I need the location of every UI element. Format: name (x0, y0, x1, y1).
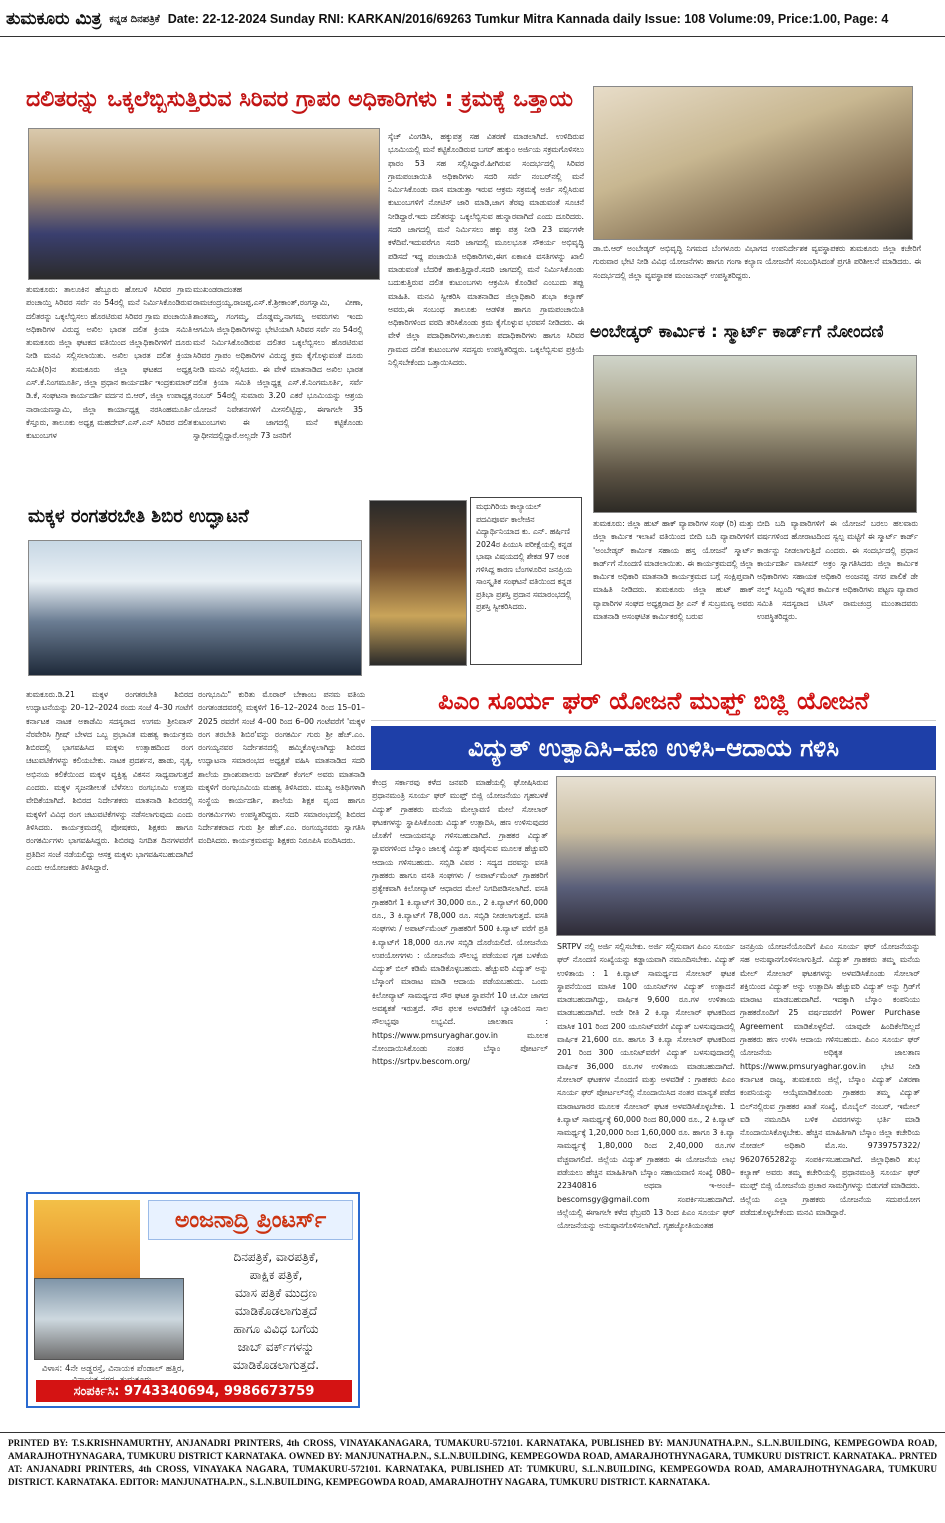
masthead (6, 4, 939, 34)
story1-photo (28, 128, 380, 280)
ad-line: ಮಾಡಿಕೊಡಲಾಗುತ್ತದೆ. (232, 1358, 320, 1372)
story1-headline: ದಲಿತರನ್ನು ಒಕ್ಕಲೆಬ್ಬಿಸುತ್ತಿರುವ ಸಿರಿವರ ಗ್ರಾಪಂ ಅಧಿಕಾರಿಗಳು : ಕ್ರಮಕ್ಕೆ ಒತ್ತಾಯ (26, 84, 582, 116)
story1-col3: ಸ್ಕೆಚ್ ವಿಂಗಡಿಸಿ, ಹಕ್ಕುಪತ್ರ ಸಹ ವಿತರಣೆ ಮಾಡಲಾಗಿದೆ. ಉಳಿದಿರುವ ಭೂಮಿಯಲ್ಲಿ ಮನೆ ಕಟ್ಟಿಕೊಂಡಿರುವ ಬಗರ್ ಹುಕ್ಕುಂ ಅರ್ಜಿಯ ಸಕ್ರಮಗೊಳಿಸಲು ಫಾರಂ 53 ಸಹ ಸಲ್ಲಿಸಿದ್ದಾರೆ.ಹೀಗಿರುವ ಸಂದರ್ಭದಲ್ಲಿ ಸಿರಿವರ ಗ್ರಾಮಪಂಚಾಯಿತಿ ಅಧಿಕಾರಿಗಳು ಸದರಿ ಸರ್ವೆ ನಂಬರ್‌ನಲ್ಲಿ ಮನೆ ನಿರ್ಮಿಸಿಕೊಂಡು ವಾಸ ಮಾಡುತ್ತಾ ಇರುವ ಆಕ್ರಮ ಸಕ್ರಮಕ್ಕೆ ಅರ್ಜಿ ಸಲ್ಲಿಸಿರುವ ಕುಟುಂಬಗಳಿಗೆ ನೋಟಿಸ್ ಜಾರಿ ಮಾಡಿ,ಜಾಗ ತೆರವು ಮಾಡುವಂತೆ ಸೂಚನೆ ನೀಡಿದ್ದಾರೆ.ಇದು ದಲಿತರನ್ನು ಒಕ್ಕಲೆಬ್ಬಿಸುವ ಹುನ್ನಾರವಾಗಿದೆ ಎಂದು ದೂರಿದರು. ಸದರಿ ಜಾಗದಲ್ಲಿ ಮನೆ ನಿರ್ಮಿಸಲು ಹಕ್ಕು ಪತ್ರ ನೀಡಿ 23 ವರ್ಷಗಳೇ ಕಳೆದಿವೆ.ಇದುವರೆಗೂ ಸದರಿ ಜಾಗದಲ್ಲಿ ಮೂಲಭೂತ ಸೌಕರ್ಯ ಅಭಿವೃದ್ಧಿ ಪಡಿಸದೆ ಇದ್ದ ಪಂಚಾಯಿತಿ ಅಧಿಕಾರಿಗಳು,ಈಗ ಏಕಾಏಕಿ ವಸತಿಗಳನ್ನು ಖಾಲಿ ಮಾಡುವಂತೆ ಬೆದರಿಕೆ ಹಾಕುತ್ತಿದ್ದಾರೆ.ಸದರಿ ಜಾಗದಲ್ಲಿ ಮನೆ ನಿರ್ಮಿಸಿಕೊಂಡು ಬದುಕುತ್ತಿರುವ ದಲಿತ ಕುಟುಂಬಗಳು ಆಕ್ರಮಿಸಿ ಕೊಂಡಿವೆ ಎಂಬುದು ತಪ್ಪು ಮಾಹಿತಿ. ಮನವಿ ಸ್ವೀಕರಿಸಿ ಮಾತನಾಡಿದ ಜಿಲ್ಲಾಧಿಕಾರಿ ಶುಭಾ ಕಲ್ಯಾಣ್ ಅವರು,ಈ ಸಂಬಂಧ ತಾಲೂಕು ಆಡಳಿತ ಹಾಗೂ ಗ್ರಾಮಪಂಚಾಯಿತಿ ಅಧಿಕಾರಿಗಳಿಂದ ವರದಿ ತರಿಸಿಕೊಂಡು ಕ್ರಮ ಕೈಗೊಳ್ಳುವ ಭರವಸೆ ನೀಡಿದರು. ಈ ವೇಳೆ ಜಿಲ್ಲಾ ಪದಾಧಿಕಾರಿಗಳು,ತಾಲೂಕು ಪದಾಧಿಕಾರಿಗಳು ಹಾಗೂ ಸಿರಿವರ ಗ್ರಾಮದ ದಲಿತ ಕುಟುಂಬಗಳ ಸದಸ್ಯರು ಉಪಸ್ಥಿತರಿದ್ದರು. ಒಕ್ಕಲೆಬ್ಬಿಸುವ ಪ್ರಕ್ರಿಯೆ ನಿಲ್ಲಿಸಬೇಕೆಂದು ಒತ್ತಾಯಿಸಿದರು. (388, 132, 584, 368)
story4-photo (556, 776, 936, 936)
story4-subbanner: ವಿದ್ಯುತ್ ಉತ್ಪಾದಿಸಿ–ಹಣ ಉಳಿಸಿ–ಆದಾಯ ಗಳಿಸಿ (371, 726, 936, 770)
award-photo (369, 500, 467, 666)
ad-phone: ಸಂಪರ್ಕಿಸಿ: 9743340694, 9986673759 (36, 1380, 352, 1402)
ad-line: ಹಾಗೂ ವಿವಿಧ ಬಗೆಯ (233, 1322, 319, 1336)
printers-advertisement (26, 1192, 360, 1408)
story2-photo (593, 355, 917, 513)
story1-col1: ತುಮಕೂರು: ತಾಲೂಕಿನ ಹೆಬ್ಬೂರು ಹೋಬಳಿ ಸಿರಿವರ ಗ್ರಾಮ ಪಂಚಾಯ್ತಿ ಸಿರಿವರ ಸರ್ವೆ ನಂ 54ರಲ್ಲಿ ಮನೆ ನಿರ್ಮಿಸಿಕೊಂಡಿರುವ ದಲಿತರನ್ನು ಒಕ್ಕಲೆಬ್ಬಿಸಲು ಹೊರಟಿರುವ ಸಿರಿವರ ಗ್ರಾಮ ಪಂಚಾಯಿತಿ ಅಧಿಕಾರಿಗಳ ವಿರುದ್ಧ ಅಖಿಲ ಭಾರತ ದಲಿತ ಕ್ರಿಯಾ ಸಮಿತಿ ತುಮಕೂರು ಜಿಲ್ಲಾ ಘಟಕದ ವತಿಯಿಂದ ಜಿಲ್ಲಾಧಿಕಾರಿಗಳಿಗೆ ದೂರು ನೀಡಿ ಮನವಿ ಸಲ್ಲಿಸಲಾಯಿತು. ಅಖಿಲ ಭಾರತ ದಲಿತ ಕ್ರಿಯಾ ಸಮಿತಿ(ರಿ)ನ ತುಮಕೂರು ಜಿಲ್ಲಾ ಘಟಕದ ಅಧ್ಯಕ್ಷ ಎಸ್.ಕೆ.ನಿಂಗಮೂರ್ತಿ, ಜಿಲ್ಲಾ ಪ್ರಧಾನ ಕಾರ್ಯದರ್ಶಿ ಇಂದ್ರಕುಮಾರ್ ಡಿ.ಕೆ, ಸಂಘಟನಾ ಕಾರ್ಯದರ್ಶಿ ವರ್ದನ ಬಿ.ಆರ್, ಜಿಲ್ಲಾ ಉಪಾಧ್ಯಕ್ಷ ನಾರಾಯಣಸ್ವಾಮಿ, ಜಿಲ್ಲಾ ಕಾರ್ಯಾಧ್ಯಕ್ಷ ನರಸಿಂಹಮೂರ್ತಿ ಕೆಸ್ತೂರು, ತಾಲೂಕು ಅಧ್ಯಕ್ಷ ಮಹದೇವ್.ಎಸ್.ಎನ್ ಸಿರಿವರ ದಲಿತ ಕುಟುಂಬಗಳ (26, 285, 192, 441)
newspaper-tagline: ಕನ್ನಡ ದಿನಪತ್ರಿಕೆ (109, 13, 160, 25)
ad-line: ಮಾಡಿಕೊಡಲಾಗುತ್ತದೆ (234, 1304, 318, 1318)
story4-col3: ಜನಪ್ರಿಯ ಯೋಜನೆಯೊಂದಿಗೆ ಪಿಎಂ ಸೂರ್ಯ ಘರ್ ಯೋಜನೆಯನ್ನು ಸಹ ಅನುಷ್ಠಾನಗೊಳಿಸಲಾಗುತ್ತಿದೆ. ವಿದ್ಯುತ್ ಗ್ರಾಹಕರು ತಮ್ಮ ಮನೆಯ ಮೇಲ್ ಸೋಲಾರ್ ಘಟಕಗಳನ್ನು ಅಳವಡಿಸಿಕೊಂಡು ಸೋಲಾರ್ ಶಕ್ತಿಯಿಂದ ವಿದ್ಯುತ್ ಅನ್ನು ಉತ್ಪಾದಿಸಿ ಹೆಚ್ಚುವರಿ ವಿದ್ಯುತ್ ಅನ್ನು ಗ್ರಿಡ್‌ಗೆ ಮಾರಾಟ ಮಾಡಬಹುದಾಗಿದೆ. ಇದಕ್ಕಾಗಿ ಬೆಸ್ಕಾಂ ಕಂಪನಿಯು ಗ್ರಾಹಕರೊಂದಿಗೆ 25 ವರ್ಷದವರೆಗೆ Power Purchase Agreement ಮಾಡಿಕೊಳ್ಳಲಿದೆ. ಯಾವುದೇ ಹಿಂದಿಕೆಲೆದಿಲ್ಲದೆ ಗ್ರಾಹಕರು ಹಣ ಉಳಿಸಿ ಆದಾಯ ಗಳಿಸಬಹುದು. ಪಿಎಂ ಸೂರ್ಯ ಘರ್ ಯೋಜನೆಯ ಅಧಿಕೃತ ಜಾಲತಾಣ https://www.pmsuryaghar.gov.in ಭೇಟಿ ನೀಡಿ ಕರ್ನಾಟಕ ರಾಜ್ಯ, ತುಮಕೂರು ಜಿಲ್ಲೆ, ಬೆಸ್ಕಾಂ ವಿದ್ಯುತ್ ವಿತರಣಾ ಕಂಪನಿಯನ್ನು ಆಯ್ಕೆಮಾಡಿಕೊಂಡು ಗ್ರಾಹಕರು ತಮ್ಮ ವಿದ್ಯುತ್ ಬಿಲ್‌ನಲ್ಲಿರುವ ಗ್ರಾಹಕರ ಖಾತೆ ಸಂಖ್ಯೆ, ಮೊಬೈಲ್ ನಂಬರ್, ಇಮೇಲ್ ಐಡಿ ನಮೂದಿಸಿ ಬಳಿಕ ವಿವರಗಳನ್ನು ಭರ್ತಿ ಮಾಡಿ ನೊಂದಾಯಿಸಿಕೊಳ್ಳಬೇಕು. ಹೆಚ್ಚಿನ ಮಾಹಿತಿಗಾಗಿ ಬೆಸ್ಕಾಂ ಜಿಲ್ಲಾ ಕಚೇರಿಯ ನೋಡಲ್ ಅಧಿಕಾರಿ ಮೊ.ಸಂ. 9739757322/ 9620765282ನ್ನು ಸಂಪರ್ಕಿಸಬಹುದಾಗಿದೆ. ಜಿಲ್ಲಾಧಿಕಾರಿ ಶುಭ ಕಲ್ಯಾಣ್ ಅವರು ತಮ್ಮ ಕಚೇರಿಯಲ್ಲಿ ಪ್ರಧಾನಮಂತ್ರಿ ಸೂರ್ಯ ಘರ್ ಮುಫ್ತ್ ಬಿಜ್ಲಿ ಯೋಜನೆಯ ಪ್ರಚಾರ ಸಾಮಗ್ರಿಗಳನ್ನು ಬಿಡುಗಡೆ ಮಾಡಿದರು. ಜಿಲ್ಲೆಯ ಎಲ್ಲಾ ಗ್ರಾಹಕರು ಯೋಜನೆಯ ಸದುಪಯೋಗ ಪಡೆದುಕೊಳ್ಳಬೇಕೆಂದು ಮನವಿ ಮಾಡಿದ್ದಾರೆ. (740, 942, 920, 1217)
story4-col2: SRTPV ನಲ್ಲಿ ಅರ್ಜಿ ಸಲ್ಲಿಸಬೇಕು. ಅರ್ಜಿ ಸಲ್ಲಿಸುವಾಗ ಪಿಎಂ ಸೂರ್ಯ ಘರ್ ನೊಂದಣಿ ಸಂಖ್ಯೆಯನ್ನು ಕಡ್ಡಾಯವಾಗಿ ನಮೂದಿಸಬೇಕು. ವಿದ್ಯುತ್ ಉಳಿತಾಯ : 1 ಕಿ.ವ್ಯಾಟ್ ಸಾಮರ್ಥ್ಯದ ಸೋಲಾರ್ ಘಟಕ ಸ್ಥಾಪನೆಯಿಂದ ಮಾಸಿಕ 100 ಯೂನಿಟ್‌ಗಳ ವಿದ್ಯುತ್ ಉತ್ಪಾದನೆ ಮಾಡಬಹುದಾಗಿದ್ದು, ವಾರ್ಷಿಕ 9,600 ರೂ.ಗಳ ಉಳಿತಾಯ ಮಾಡಬಹುದಾಗಿದೆ. ಅದೇ ರೀತಿ 2 ಕಿ.ವ್ಯಾ ಸೋಲಾರ್ ಘಟಕದಿಂದ ಮಾಸಿಕ 101 ರಿಂದ 200 ಯೂನಿಟ್‌ವರೆಗೆ ವಿದ್ಯುತ್ ಬಳಸುವುದಾದಲ್ಲಿ ವಾರ್ಷಿಕ 21,600 ರೂ. ಹಾಗೂ 3 ಕಿ.ವ್ಯಾ ಸೋಲಾರ್ ಘಟಕದಿಂದ 201 ರಿಂದ 300 ಯೂನಿಟ್‌ವರೆಗೆ ವಿದ್ಯುತ್ ಬಳಸುವುದಾದಲ್ಲಿ ವಾರ್ಷಿಕ 36,000 ರೂ.ಗಳ ಉಳಿತಾಯ ಮಾಡಬಹುದಾಗಿದೆ. ಸೋಲಾರ್ ಘಟಕಗಳ ನೊಂದಣಿ ಮತ್ತು ಅಳವಡಿಕೆ : ಗ್ರಾಹಕರು ಪಿಎಂ ಸೂರ್ಯ ಘರ್ ಪೋರ್ಟಲ್‌ನಲ್ಲಿ ನೊಂದಾಯಿಸಿದ ನಂತರ ಮಾನ್ಯತೆ ಪಡೆದ ಮಾರಾಟಗಾರರ ಮೂಲಕ ಸೋಲಾರ್ ಘಟಕ ಅಳವಡಿಸಿಕೊಳ್ಳಬೇಕು. 1 ಕಿ.ವ್ಯಾಟ್ ಸಾಮರ್ಥ್ಯಕ್ಕೆ 60,000 ರಿಂದ 80,000 ರೂ., 2 ಕಿ.ವ್ಯಾಟ್ ಸಾಮರ್ಥ್ಯಕ್ಕೆ 1,20,000 ರಿಂದ 1,60,000 ರೂ. ಹಾಗೂ 3 ಕಿ.ವ್ಯಾ ಸಾಮರ್ಥ್ಯಕ್ಕೆ 1,80,000 ರಿಂದ 2,40,000 ರೂ.ಗಳ ವೆಚ್ಚವಾಗಲಿದೆ. ಜಿಲ್ಲೆಯ ವಿದ್ಯುತ್ ಗ್ರಾಹಕರು ಈ ಯೋಜನೆಯ ಲಾಭ ಪಡೆಯಲು ಹೆಚ್ಚಿನ ಮಾಹಿತಿಗಾಗಿ ಬೆಸ್ಕಾಂ ಸಹಾಯವಾಣಿ ಸಂಖ್ಯೆ 080–22340816 ಅಥವಾ ಇ-ಅಂಚೆ– bescomsgy@gmail.com ಸಂಪರ್ಕಿಸಬಹುದಾಗಿದೆ. ಜಿಲ್ಲೆಯಲ್ಲಿ ಈಗಾಗಲೇ ಕಳೆದ ಫೆಬ್ರವರಿ 13 ರಿಂದ ಪಿಎಂ ಸೂರ್ಯ ಘರ್ ಯೋಜನೆಯನ್ನು ಅನುಷ್ಠಾನಗೊಳಿಸಲಾಗಿದೆ. ಗೃಹಜ್ಯೋತಿಯಂತಹ (557, 942, 735, 1231)
story2-col2: ಬೀದಿ ಬದಿ ವ್ಯಾಪಾರಿಗಳಿಗೆ ಈ ಯೋಜನೆ ಬರಲು ಹಲವಾರು ವರ್ಷಗಳಿಂದ ಹೋರಾಟದಿಂದ ಸ್ವಲ್ಪ ಮಟ್ಟಿಗೆ ಈ ಸ್ಮಾರ್ಟ್ ಕಾರ್ಡ್ ಕಾರ್ಡನ್ನು ನೀಡಲಾಗುತ್ತಿದೆ ಎಂದರು. ಈ ಸಂದರ್ಭದಲ್ಲಿ ಪ್ರಧಾನ ಕಾರ್ಯದರ್ಶಿ ವಾಸೀಮ್ ಅಕ್ರಂ ಸ್ವಾಗತಿಸಿದರು ಜಿಲ್ಲಾ ಕಾರ್ಮಿಕ ಅಧಿಕಾರಿಗಳು ಸಹಾಯಕ ಅಧಿಕಾರಿ ಅಂಜನಪ್ಪ ನಗರ ಪಾಲಿಕೆ ಡೇ ನಲ್ಮ್ ಸಿಬ್ಬಂದಿ ಇನ್ನಿತರ ಕಾರ್ಮಿಕ ಅಧಿಕಾರಿಗಳು ಪಟ್ಟಣ ವ್ಯಾಪಾರ ಸಮಿತಿ ಸದಸ್ಯರಾದ ಟಿಸಿಸ್ ರಾಮಚಂದ್ರ ಮುಂತಾದವರು ಉಪಸ್ಥಿತರಿದ್ದರು. (757, 519, 918, 622)
story3-photo (28, 540, 362, 676)
story2-headline: ಅಂಬೇಡ್ಕರ್ ಕಾರ್ಮಿಕ : ಸ್ಮಾರ್ಟ್ ಕಾರ್ಡ್‌ಗೆ ನೋಂದಣಿ (590, 316, 918, 348)
masthead-rule (0, 36, 945, 37)
story3-col2: ರಂಗಭೂಮಿ" ಕುರಿತು ಮೊರಾರ್ ಬೇಕಾಂಬ ಪನಮ ವತಿಯ ರಂಗತಂಡದವರಲ್ಲಿ ಮಕ್ಕಳಿಗೆ 16–12–2024 ರಿಂದ 15–01–2025 ರವರೆಗೆ ಸಂಜೆ 4–00 ರಿಂದ 6–00 ಗಂಟೆವರೆಗೆ 'ಮಕ್ಕಳ ರಂಗ ತರಬೇತಿ ಶಿಬಿರ'ವನ್ನು ರಂಗಕರ್ಮಿ ಗುರು ಶ್ರೀ ಹೆಚ್.ಎಂ. ರಂಗಯ್ಯನವರ ನಿರ್ದೇಶನದಲ್ಲಿ ಹಮ್ಮಿಕೊಳ್ಳಲಾಗಿದ್ದು ಶಿಬಿರದ ಉದ್ಘಾಟನಾ ಸಮಾರಂಭದ ಅಧ್ಯಕ್ಷತೆ ವಹಿಸಿ ಮಾತನಾಡಿದ ಸದರಿ ಶಾಲೆಯ ಪ್ರಾಂಶುಪಾಲರು ಜಗದೀಶ್ ಕೆಂಗಲ್ ಅವರು ಮಾತನಾಡಿ ಮಕ್ಕಳಿಗೆ ರಂಗಭೂಮಿಯ ಮಹತ್ವ ತಿಳಿಸಿದರು. ಮುಖ್ಯ ಅತಿಥಿಗಳಾಗಿ ಸಂಸ್ಥೆಯ ಕಾರ್ಯದರ್ಶಿ, ಶಾಲೆಯ ಶಿಕ್ಷಕ ವೃಂದ ಹಾಗೂ ರಂಗಕರ್ಮಿಗಳು ಉಪಸ್ಥಿತರಿದ್ದರು. ಸದರಿ ಸಮಾರಂಭದಲ್ಲಿ ಶಿಬಿರದ ನಿರ್ದೇಶಕರಾದ ಗುರು ಶ್ರೀ ಹೆಚ್.ಎಂ. ರಂಗಯ್ಯನವರು ಸ್ವಾಗತಿಸಿ ವಂದಿಸಿದರು. ಕಾರ್ಯಕ್ರಮವನ್ನು ಶಿಕ್ಷಕರು ನಿರೂಪಿಸಿ ವಂದಿಸಿದರು. (198, 690, 365, 846)
meeting-photo (593, 86, 913, 240)
award-caption: ಮಧುಗಿರಿಯ ಕಾಲ್ಯಾಯಲ್ ಪದವಿಪೂರ್ವ ಕಾಲೇಜಿನ ವಿದ್ಯಾರ್ಥಿನಿಯಾದ ಕು. ಎನ್. ಹರ್ಷಿಣಿ 2024ರ ಪಿಯುಸಿ ಪರೀಕ್ಷೆಯಲ್ಲಿ ಕನ್ನಡ ಭಾಷಾ ವಿಷಯದಲ್ಲಿ ಶೇಕಡ 97 ಅಂಕ ಗಳಿಸಿದ್ದ ಕಾರಣ ಬೆಂಗಳೂರಿನ ಜನಪ್ರಿಯ ಸಾಂಸ್ಕೃತಿಕ ಸಂಘಟನೆ ವತಿಯಿಂದ ಕನ್ನಡ ಪ್ರತಿಭಾ ಪ್ರಶಸ್ತಿ ಪ್ರದಾನ ಸಮಾರಂಭದಲ್ಲಿ ಪ್ರಶಸ್ತಿ ಸ್ವೀಕರಿಸಿದರು. (470, 497, 582, 665)
ad-address: ವಿಳಾಸ: 4ನೇ ಅಡ್ಡರಸ್ತೆ, ವಿನಾಯಕ ಪೆಂಡಾಲ್ ಹತ್ತಿರ, (41, 1364, 185, 1374)
story3-headline: ಮಕ್ಕಳ ರಂಗತರಬೇತಿ ಶಿಬಿರ ಉದ್ಘಾಟನೆ (28, 500, 358, 534)
issue-meta: Date: 22-12-2024 Sunday RNI: KARKAN/2016/69263 Tumkur Mitra Kannada daily Issue: 108 Volume:09, Price:1.00, Page: 4 (167, 12, 889, 26)
story1-col2: ಮುಖಂಡರಾದಂತಹ ರಾಮಚಂದ್ರಯ್ಯ,ರಾಜಪ್ಪ,ಎಸ್.ಕೆ.ಶ್ರೀಕಾಂತ್,ರಂಗಸ್ವಾಮಿ, ವೀಣಾ, ಶಾಂತಮ್ಮ, ಗಂಗಮ್ಮ, ದೊಡ್ಡಮ್ಮ,ನಾಗಮ್ಮ ಅವರುಗಳು ಇಂದು ಆಗಮಿಸಿ ಜಿಲ್ಲಾಧಿಕಾರಿಗಳನ್ನು ಭೇಟಿಯಾಗಿ ಸಿರಿವರ ಸರ್ವೆ ನಂ 54ರಲ್ಲಿ ಮನೆ ನಿರ್ಮಿಸಿಕೊಂಡಿರುವ ದಲಿತರ ಒಕ್ಕಲೆಬ್ಬಿಸಲು ಹೊರಟಿರುವ ಸಿರಿವರ ಗ್ರಾಪಂ ಅಧಿಕಾರಿಗಳ ವಿರುದ್ಧ ಕ್ರಮ ಕೈಗೊಳ್ಳುವಂತೆ ದೂರು ನೀಡಿ ಮನವಿ ಸಲ್ಲಿಸಿದರು. ಈ ವೇಳೆ ಮಾತನಾಡಿದ ಅಖಿಲ ಭಾರತ ದಲಿತ ಕ್ರಿಯಾ ಸಮಿತಿ ಜಿಲ್ಲಾಧ್ಯಕ್ಷ ಎಸ್.ಕೆ.ನಿಂಗಮೂರ್ತಿ, ಸರ್ವೆ ನಂಬರ್ 54ರಲ್ಲಿ ಸುಮಾರು 3.20 ಎಕರೆ ಭೂಮಿಯನ್ನು ಆಶ್ರಯ ಯೋಜನೆ ನಿವೇಶನಗಳಿಗೆ ಮೀಸಲಿಟ್ಟಿದ್ದು, ಈಗಾಗಲೇ 35 ಕುಟುಂಬಗಳು ಈ ಜಾಗದಲ್ಲಿ ಮನೆ ಕಟ್ಟಿಕೊಂಡು ಸ್ವಾಧೀನದಲ್ಲಿದ್ದಾರೆ.ಅಲ್ಲದೇ 73 ಜನರಿಗೆ (193, 285, 363, 441)
story2-col1: ತುಮಕೂರು: ಜಿಲ್ಲಾ ಹುಟ್ ಹಾಕ್ ವ್ಯಾಪಾರಿಗಳ ಸಂಘ (ರಿ) ಮತ್ತು ಜಿಲ್ಲಾ ಕಾರ್ಮಿಕ ಇಲಾಖೆ ವತಿಯಿಂದ ಬೀದಿ ಬದಿ ವ್ಯಾಪಾರಿಗಳಿಗೆ 'ಅಂಬೇಡ್ಕರ್ ಕಾರ್ಮಿಕ ಸಹಾಯ ಹಸ್ತ ಯೋಜನೆ' ಸ್ಮಾರ್ಟ್ ಕಾರ್ಡ್‌ಗೆ ನೊಂದಣಿ ಮಾಡಲಾಯಿತು. ಈ ಕಾರ್ಯಕ್ರಮದಲ್ಲಿ ಜಿಲ್ಲಾ ಕಾರ್ಮಿಕ ಅಧಿಕಾರಿ ಮಾತನಾಡಿ ಕಾರ್ಯಕ್ರಮದ ಬಗ್ಗೆ ಸಂಕ್ಷಿಪ್ತವಾಗಿ ಮಾಹಿತಿ ನೀಡಿದರು. ತುಮಕೂರು ಜಿಲ್ಲಾ ಹುಟ್ ಹಾಕ್ ವ್ಯಾಪಾರಿಗಳ ಸಂಘದ ಅಧ್ಯಕ್ಷರಾದ ಶ್ರೀ ಎನ್ ಕೆ ಸುಬ್ರಮಣ್ಯ ಅವರು ಮಾತನಾಡಿ ಅಸಂಘಟಿತ ಕಾರ್ಮಿಕರಲ್ಲಿ ಬರುವ (593, 519, 754, 622)
ad-title: ಅಂಜನಾದ್ರಿ ಪ್ರಿಂಟರ್ಸ್ (148, 1200, 353, 1240)
story4-banner: ಪಿಎಂ ಸೂರ್ಯ ಘರ್ ಯೋಜನೆ ಮುಫ್ತ್ ಬಿಜ್ಲಿ ಯೋಜನೆ (371, 682, 936, 721)
footer-rule (0, 1432, 945, 1433)
meeting-photo-caption: ಡಾ.ಬಿ.ಆರ್ ಅಂಬೇಡ್ಕರ್ ಅಭಿವೃದ್ಧಿ ನಿಗಮದ ಬೆಂಗಳೂರು ವಿಭಾಗದ ಉಪನಿರ್ದೇಶಕ ವ್ಯವಸ್ಥಾಪಕರು ತುಮಕೂರು ಜಿಲ್ಲಾ ಕಚೇರಿಗೆ ಗುರುವಾರ ಭೇಟಿ ನೀಡಿ ವಿವಿಧ ಯೋಜನೆಗಳು ಹಾಗೂ ಗಂಗಾ ಕಲ್ಯಾಣ ಯೋಜನೆಗೆ ಸಂಬಂಧಿಸಿದಂತೆ ಪ್ರಗತಿ ಪರಿಶೀಲನೆ ಮಾಡಿದರು. ಈ ಸಂದರ್ಭದಲ್ಲಿ ಜಿಲ್ಲಾ ವ್ಯವಸ್ಥಾಪಕ ಮಂಜುನಾಥ್ ಉಪಸ್ಥಿತರಿದ್ದರು. (593, 244, 921, 280)
ad-line: ಪಾಕ್ಷಿಕ ಪತ್ರಿಕೆ, (249, 1268, 303, 1282)
ad-line: ಮಾಸ ಪತ್ರಿಕೆ ಮುದ್ರಣ (234, 1286, 318, 1300)
ad-services-list (196, 1248, 356, 1374)
ad-line: ದಿನಪತ್ರಿಕೆ, ವಾರಪತ್ರಿಕೆ, (233, 1250, 319, 1264)
imprint-footer: PRINTED BY: T.S.KRISHNAMURTHY, ANJANADRI PRINTERS, 4th CROSS, VINAYAKANAGARA, TUMAKURU-572101. KARNATAKA, PUBLISHED BY: MANJUNATHA.P.N., S.L.N.BUILDING, KEMPEGOWDA ROAD, AMARAJHOTHYNAGARA, TUMKURU DISTRICT KARNATAKA. OWNED BY: MANJUNATHA.P.N., S.L.N.BUILDING, KEMPEGOWDA ROAD, AMARAJHOTHYNAGARA, TUMKURU DISTRICT. KARNATAKA.. PRNTED AT: ANJANADRI PRINTERS, 4th CROSS, VINAYAKA NAGARA, TUMAKURU-572101. KARNATAKA, PUBLISHED AT: TUMKURU, S.L.N.BUILDING, KEMPEGOWDA ROAD, AMARAJHOTHYNAGARA, TUMKURU DISTRICT. KARNATAKA. EDITOR: MANJUNATHA.P.N., S.L.N.BUILDING, KEMPEGOWDA ROAD, AMARAJHOTHY NAGARA, TUMKURU DISTRICT. KARNATAKA. (8, 1438, 937, 1487)
story4-col1: ಕೇಂದ್ರ ಸರ್ಕಾರವು ಕಳೆದ ಜನವರಿ ಮಾಹೆಯಲ್ಲಿ ಘೋಷಿಸಿರುವ ಪ್ರಧಾನಮಂತ್ರಿ ಸೂರ್ಯ ಘರ್ ಮುಫ್ತ್ ಬಿಜ್ಲಿ ಯೋಜನೆಯು ಗೃಹಬಳಕೆ ವಿದ್ಯುತ್ ಗ್ರಾಹಕರು ಮನೆಯ ಮೇಲ್ಛಾವಣಿ ಮೇಲೆ ಸೋಲಾರ್ ಘಟಕಗಳನ್ನು ಸ್ಥಾಪಿಸಿಕೊಂಡು ವಿದ್ಯುತ್ ಉತ್ಪಾದಿಸಿ, ಹಣ ಉಳಿಸುವುದರ ಜೊತೆಗೆ ಆದಾಯವನ್ನೂ ಗಳಿಸಬಹುದಾಗಿದೆ. ಗ್ರಾಹಕರ ವಿದ್ಯುತ್ ಸ್ಥಾವರಗಳಿಂದ ಬೆಸ್ಕಾಂ ಜಾಲಕ್ಕೆ ವಿದ್ಯುತ್ ಪೂರೈಸುವ ಮೂಲಕ ಹೆಚ್ಚುವರಿ ಆದಾಯ ಗಳಿಸಬಹುದು. ಸಬ್ಸಿಡಿ ವಿವರ : ಸದ್ಯದ ದರವನ್ನು ವಸತಿ ಗ್ರಾಹಕರು ಹಾಗೂ ವಸತಿ ಸಂಘಗಳು / ಅಪಾರ್ಟ್‌ಮೆಂಟ್ ಗ್ರಾಹಕರಿಗೆ ಪ್ರತ್ಯೇಕವಾಗಿ ಕಿಲೋವ್ಯಾಟ್ ಆಧಾರದ ಮೇಲೆ ನಿಗದಿಪಡಿಸಲಾಗಿದೆ. ವಸತಿ ಗ್ರಾಹಕರಿಗೆ 1 ಕಿ.ವ್ಯಾಟ್‌ಗೆ 30,000 ರೂ., 2 ಕಿ.ವ್ಯಾಟ್‌ಗೆ 60,000 ರೂ., 3 ಕಿ.ವ್ಯಾಟ್‌ಗೆ 78,000 ರೂ. ಸಬ್ಸಿಡಿ ನೀಡಲಾಗುತ್ತದೆ. ವಸತಿ ಸಂಘಗಳು / ಅಪಾರ್ಟ್‌ಮೆಂಟ್ ಗ್ರಾಹಕರಿಗೆ 500 ಕಿ.ವ್ಯಾಟ್ ವರೆಗೆ ಪ್ರತಿ ಕಿ.ವ್ಯಾಟ್‌ಗೆ 18,000 ರೂ.ಗಳ ಸಬ್ಸಿಡಿ ದೊರೆಯಲಿದೆ. ಯೋಜನೆಯ ಉಪಯೋಗಗಳು : ಯೋಜನೆಯ ಸೌಲಭ್ಯ ಪಡೆಯುವ ಗೃಹ ಬಳಕೆಯ ವಿದ್ಯುತ್ ಬಿಲ್ ಕಡಿಮೆ ಮಾಡಿಕೊಳ್ಳಬಹುದು. ಹೆಚ್ಚುವರಿ ವಿದ್ಯುತ್ ಅನ್ನು ಬೆಸ್ಕಾಂಗೆ ಮಾರಾಟ ಮಾಡಿ ಆದಾಯ ಪಡೆಯಬಹುದು. ಒಂದು ಕಿಲೋವ್ಯಾಟ್ ಸಾಮರ್ಥ್ಯದ ಸೌರ ಘಟಕ ಸ್ಥಾಪನೆಗೆ 10 ಚ.ಮೀ ಜಾಗದ ಅವಶ್ಯಕತೆ ಇರುತ್ತದೆ. ಸೌರ ಫಲಕ ಅಳವಡಿಕೆಗೆ ಬ್ಯಾಂಕಿನಿಂದ ಸಾಲ ಸೌಲಭ್ಯವೂ ಲಭ್ಯವಿದೆ. ಜಾಲತಾಣ : https://www.pmsuryaghar.gov.in ಮೂಲಕ ನೋಂದಾಯಿಸಿಕೊಂಡು ನಂತರ ಬೆಸ್ಕಾಂ ಪೋರ್ಟಲ್ https://srtpv.bescom.org/ (372, 778, 548, 1067)
shop-front-image (34, 1278, 184, 1360)
newspaper-logo: ತುಮಕೂರು ಮಿತ್ರ (6, 9, 102, 29)
ad-line: ಜಾಬ್ ವರ್ಕ್‌ಗಳನ್ನು (237, 1340, 315, 1354)
story3-col1: ತುಮಕೂರು.ಡಿ.21 ಮಕ್ಕಳ ರಂಗತರಬೇತಿ ಶಿಬಿರದ ಉದ್ಘಾಟನೆಯನ್ನು 20–12–2024 ರಂದು ಸಂಜೆ 4–30 ಗಂಟೆಗೆ ಕರ್ನಾಟಕ ನಾಟಕ ಅಕಾಡೆಮಿ ಸದಸ್ಯರಾದ ಉಗಮ ಶ್ರೀನಿವಾಸ್ ನೆರವೇರಿಸಿ ಗ್ರೀಷ್ ಬೇಳದ ಒಬ್ಬ ಪ್ರಭಾವಿತ ಮಹತ್ವ ಕಾರ್ಯಕ್ರಮ ಶಿಬಿರದಲ್ಲಿ ಭಾಗವಹಿಸಿದ ಮಕ್ಕಳು ಉತ್ಸಾಹದಿಂದ ರಂಗ ಚಟುವಟಿಕೆಗಳನ್ನು ಕಲಿಯಬೇಕು. ನಾಟಕ ಪ್ರದರ್ಶನ, ಹಾಡು, ನೃತ್ಯ, ಅಭಿನಯ ಕಲಿಕೆಯಿಂದ ಮಕ್ಕಳ ವ್ಯಕ್ತಿತ್ವ ವಿಕಸನ ಸಾಧ್ಯವಾಗುತ್ತದೆ ಎಂದರು. ಮಕ್ಕಳ ಸೃಜನಶೀಲತೆ ಬೆಳೆಸಲು ರಂಗಭೂಮಿ ಉತ್ತಮ ವೇದಿಕೆಯಾಗಿದೆ. ಶಿಬಿರದ ನಿರ್ದೇಶಕರು ಮಾತನಾಡಿ ಶಿಬಿರದಲ್ಲಿ ಮಕ್ಕಳಿಗೆ ವಿವಿಧ ರಂಗ ಚಟುವಟಿಕೆಗಳನ್ನು ನಡೆಸಲಾಗುವುದು ಎಂದು ತಿಳಿಸಿದರು. ಕಾರ್ಯಕ್ರಮದಲ್ಲಿ ಪೋಷಕರು, ಶಿಕ್ಷಕರು ಹಾಗೂ ರಂಗಕರ್ಮಿಗಳು ಭಾಗವಹಿಸಿದ್ದರು. ಶಿಬಿರವು ನಿಗದಿತ ದಿನಗಳವರೆಗೆ ಪ್ರತಿದಿನ ಸಂಜೆ ನಡೆಯಲಿದ್ದು ಆಸಕ್ತ ಮಕ್ಕಳು ಭಾಗವಹಿಸಬಹುದಾಗಿದೆ ಎಂದು ಆಯೋಜಕರು ತಿಳಿಸಿದ್ದಾರೆ. (26, 690, 193, 872)
